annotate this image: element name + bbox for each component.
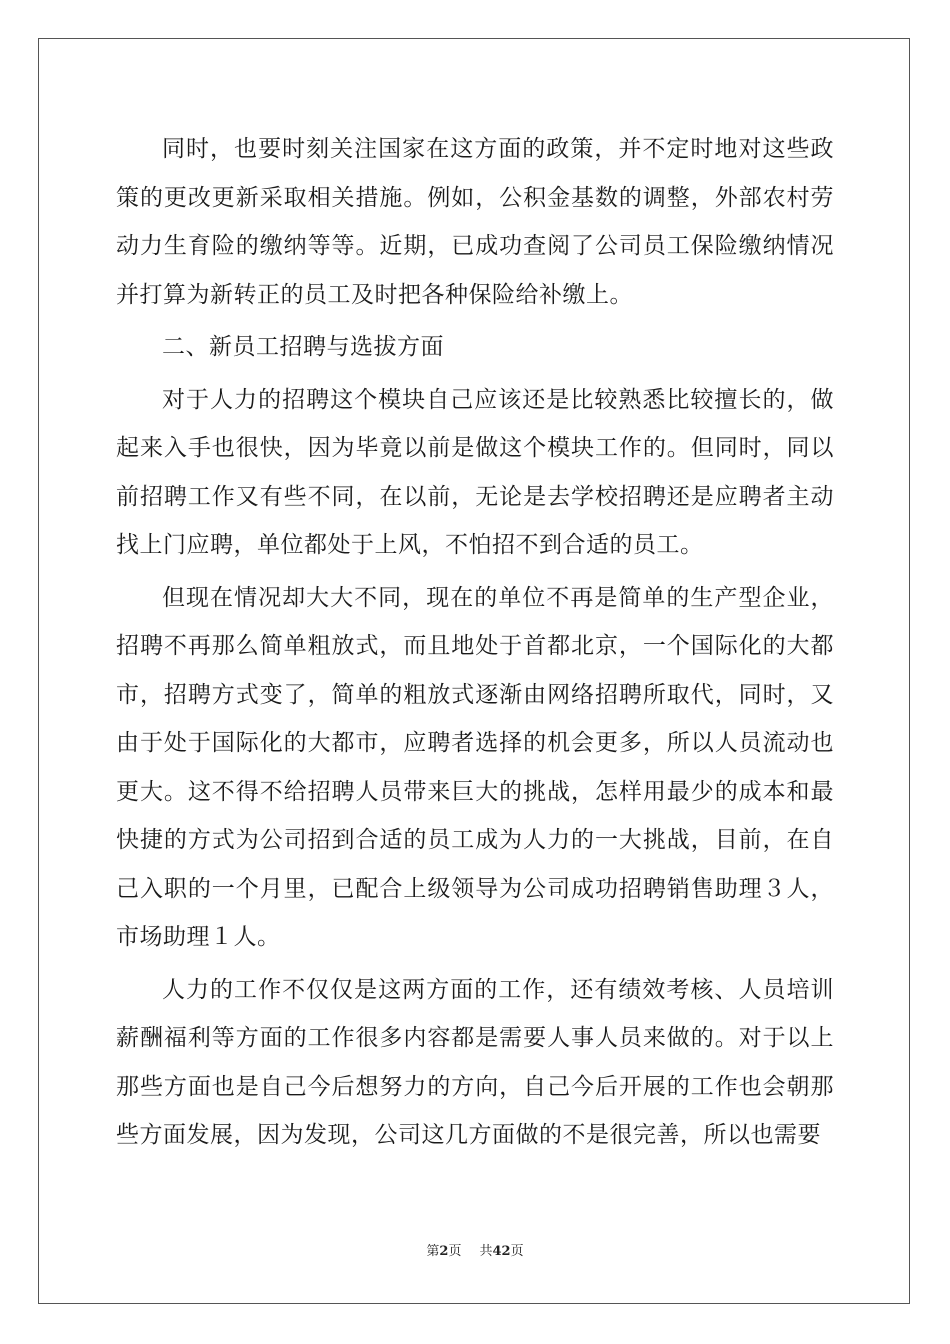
page-prefix: 第	[426, 1244, 440, 1259]
paragraph-hr-future-work: 人力的工作不仅仅是这两方面的工作，还有绩效考核、人员培训薪酬福利等方面的工作很多内容都是需要人事人员来做的。对于以上那些方面也是自己今后想努力的方向，自己今后开展的工作也会朝那些方面发展，因为发现，公司这几方面做的不是很完善，所以也需要	[116, 976, 834, 1148]
section-heading-recruitment: 二、新员工招聘与选拔方面	[162, 334, 444, 360]
total-prefix: 共	[479, 1244, 493, 1259]
total-suffix: 页	[510, 1244, 524, 1259]
page-suffix: 页	[448, 1244, 462, 1259]
paragraph-recruitment-challenges: 但现在情况却大大不同，现在的单位不再是简单的生产型企业，招聘不再那么简单粗放式，而且地处于首都北京，一个国际化的大都市，招聘方式变了，简单的粗放式逐渐由网络招聘所取代，同时，又由于处于国际化的大都市，应聘者选择的机会更多，所以人员流动也更大。这不得不给招聘人员带来巨大的挑战，怎样用最少的成本和最快捷的方式为公司招到合适的员工成为人力的一大挑战，目前，在自己入职的一个月里，已配合上级领导为公司成功招聘销售助理３人，市场助理１人。	[116, 584, 834, 950]
paragraph-recruitment-familiarity: 对于人力的招聘这个模块自己应该还是比较熟悉比较擅长的，做起来入手也很快，因为毕竟以前是做这个模块工作的。但同时，同以前招聘工作又有些不同，在以前，无论是去学校招聘还是应聘者主动找上门应聘，单位都处于上风，不怕招不到合适的员工。	[116, 386, 834, 558]
total-pages: 42	[492, 1244, 511, 1259]
paragraph-insurance-policy: 同时，也要时刻关注国家在这方面的政策，并不定时地对这些政策的更改更新采取相关措施。例如，公积金基数的调整，外部农村劳动力生育险的缴纳等等。近期，已成功查阅了公司员工保险缴纳情况并打算为新转正的员工及时把各种保险给补缴上。	[116, 136, 834, 308]
document-body	[116, 125, 834, 1160]
page-footer	[0, 1240, 950, 1259]
page-number: 2	[439, 1244, 449, 1259]
